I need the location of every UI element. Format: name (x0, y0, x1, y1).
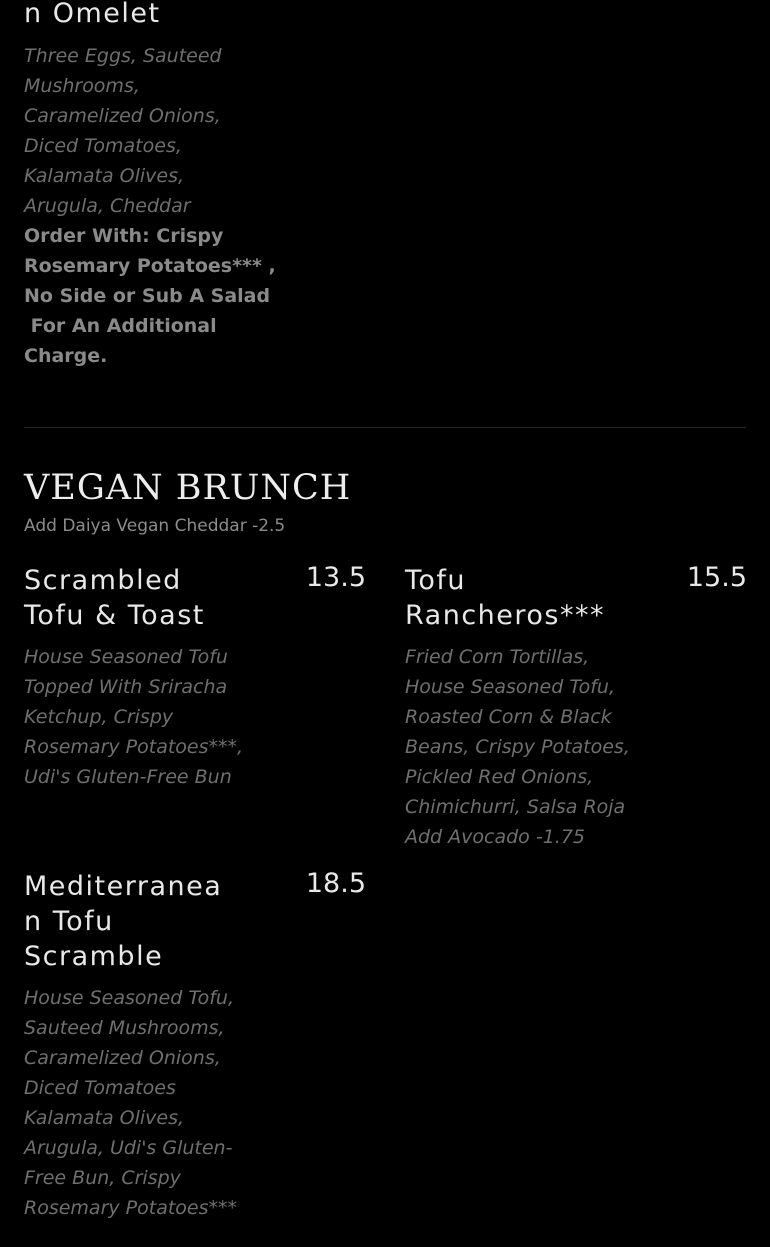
section-title: VEGAN BRUNCH (24, 468, 352, 508)
description-line: Add Avocado -1.75 (405, 826, 585, 848)
section-divider (24, 427, 746, 428)
description-line: Udi's Gluten-Free Bun (24, 766, 232, 788)
description-line: Diced Tomatoes, (24, 135, 182, 157)
order-note-line: Order With: Crispy (24, 225, 224, 247)
item-description (405, 642, 630, 852)
order-note-line: For An Additional (24, 315, 217, 337)
title-line: Tofu & Toast (24, 600, 205, 631)
description-line: Arugula, Udi's Gluten- (24, 1137, 233, 1159)
item-title (24, 0, 161, 31)
description-line: Rosemary Potatoes***, (24, 736, 244, 758)
description-line: Chimichurri, Salsa Roja (405, 796, 626, 818)
item-description (24, 41, 276, 371)
description-line: Diced Tomatoes (24, 1077, 176, 1099)
description-line: Caramelized Onions, (24, 1047, 221, 1069)
item-price: 13.5 (305, 562, 366, 593)
title-line: n Omelet (24, 0, 161, 29)
description-line: Fried Corn Tortillas, (405, 646, 590, 668)
description-line: House Seasoned Tofu (24, 646, 228, 668)
order-note-line: Rosemary Potatoes*** , (24, 255, 276, 277)
title-line: Tofu (405, 565, 467, 596)
description-line: House Seasoned Tofu, (24, 987, 234, 1009)
item-title (24, 869, 222, 974)
menu-item-tofu-rancheros[interactable] (405, 563, 747, 853)
description-line: Beans, Crispy Potatoes, (405, 736, 630, 758)
title-line: n Tofu (24, 906, 114, 937)
title-line: Scrambled (24, 565, 182, 596)
item-title (405, 563, 605, 633)
description-line: Caramelized Onions, (24, 105, 221, 127)
description-line: Roasted Corn & Black (405, 706, 612, 728)
description-line: Arugula, Cheddar (24, 195, 191, 217)
item-price: 15.5 (686, 562, 747, 593)
description-line: Sauteed Mushrooms, (24, 1017, 225, 1039)
item-description (24, 983, 237, 1223)
title-line: Mediterranea (24, 871, 223, 902)
description-line: Ketchup, Crispy (24, 706, 174, 728)
menu-item-scrambled-tofu[interactable] (24, 563, 366, 803)
description-line: Topped With Sriracha (24, 676, 228, 698)
description-line: Three Eggs, Sauteed (24, 45, 222, 67)
description-line: Free Bun, Crispy (24, 1167, 181, 1189)
description-line: Kalamata Olives, (24, 165, 185, 187)
description-line: Mushrooms, (24, 75, 140, 97)
description-line: House Seasoned Tofu, (405, 676, 615, 698)
section-note: Add Daiya Vegan Cheddar -2.5 (24, 516, 286, 536)
order-note-line: No Side or Sub A Salad (24, 285, 271, 307)
title-line: Rancheros*** (405, 600, 605, 631)
item-title (24, 563, 205, 633)
item-price: 18.5 (305, 868, 366, 899)
order-note-line: Charge. (24, 345, 108, 367)
menu-item-mediterranean-tofu-scramble[interactable] (24, 869, 366, 1229)
item-description (24, 642, 243, 792)
description-line: Pickled Red Onions, (405, 766, 594, 788)
description-line: Kalamata Olives, (24, 1107, 185, 1129)
description-line: Rosemary Potatoes*** (24, 1197, 237, 1219)
title-line: Scramble (24, 941, 164, 972)
